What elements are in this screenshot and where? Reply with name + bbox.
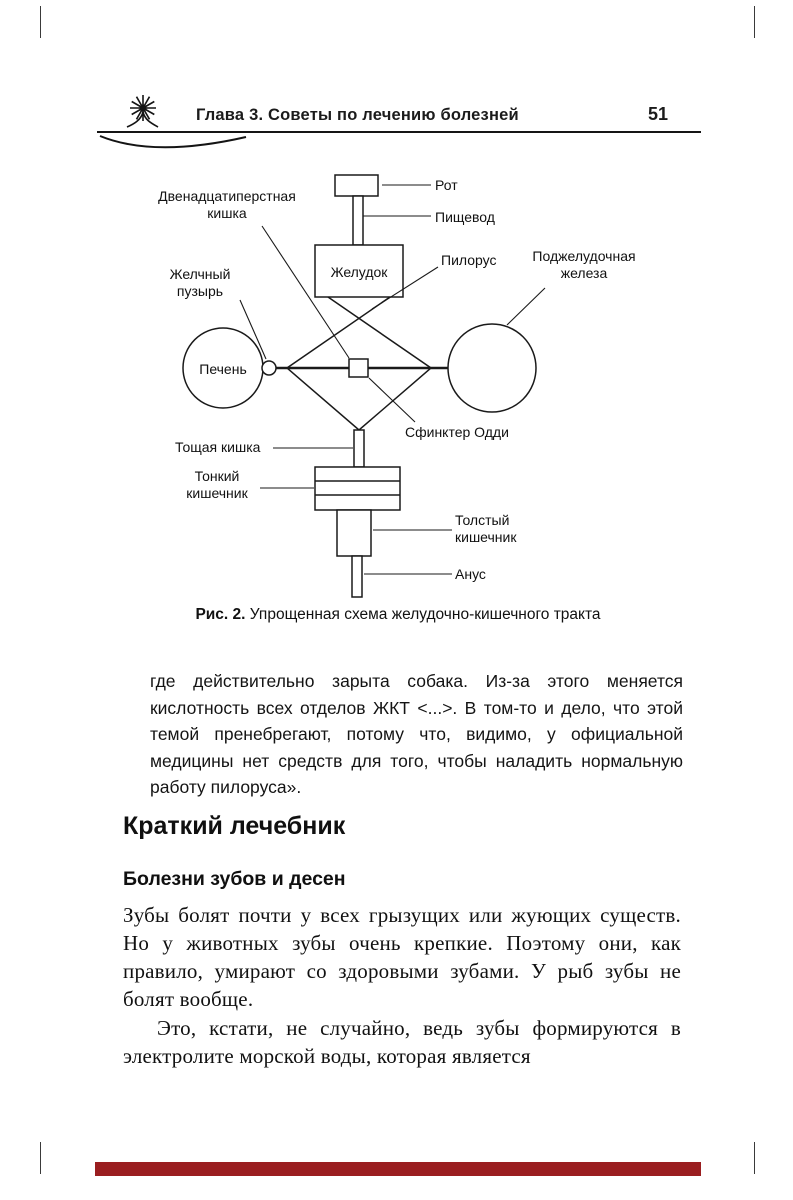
label-stomach: Желудок <box>330 264 388 280</box>
crop-mark-top-left <box>40 6 41 38</box>
chapter-header: Глава 3. Советы по лечению болезней <box>196 106 519 124</box>
body-paragraph-2: Это, кстати, не случайно, ведь зубы формируются в электролите морской воды, которая является <box>123 1016 681 1068</box>
figure-caption <box>95 606 701 624</box>
crop-mark-bottom-left <box>40 1142 41 1174</box>
label-jejunum: Тощая кишка <box>175 439 261 455</box>
small-intestine-shape <box>315 467 400 510</box>
anal-canal-shape <box>352 556 362 597</box>
diagram-shapes <box>95 168 695 600</box>
mouth-shape <box>335 175 378 196</box>
flower-icon <box>120 88 166 134</box>
large-intestine-shape <box>337 510 371 556</box>
label-pylorus: Пилорус <box>441 252 497 268</box>
sphincter-shape <box>349 359 368 377</box>
label-large-intestine: Толстый кишечник <box>455 512 517 545</box>
label-gallbladder: Желчный пузырь <box>169 266 231 299</box>
crop-mark-top-right <box>754 6 755 38</box>
label-duodenum: Двенадцатиперстная кишка <box>158 188 296 221</box>
figure-caption-label: Рис. 2. <box>195 606 246 623</box>
quote-paragraph: где действительно зарыта собака. Из-за этого меняется кислотность всех отделов ЖКТ <...>. В том-то и дело, что этой темой пренебрегают, потому что, видимо, у официальной медицины нет средств для того, чтобы наладить нормальную работу пилоруса». <box>150 671 683 797</box>
subsection-heading: Болезни зубов и десен <box>123 868 346 890</box>
label-liver: Печень <box>199 361 247 377</box>
label-anus: Анус <box>455 566 486 582</box>
figure-caption-text: Упрощенная схема желудочно-кишечного тракта <box>249 606 601 623</box>
jejunum-shape <box>354 430 364 467</box>
label-mouth: Рот <box>435 177 458 193</box>
crop-mark-bottom-right <box>754 1142 755 1174</box>
body-paragraph-1: Зубы болят почти у всех грызущих или жующих существ. Но у животных зубы очень крепкие. Поэтому они, как правило, умирают со здоровыми зубами. У рыб зубы не болят вообще. <box>123 903 681 1011</box>
label-small-intestine: Тонкий кишечник <box>186 468 248 501</box>
gallbladder-shape <box>262 361 276 375</box>
gi-tract-diagram <box>95 168 695 600</box>
header-flourish <box>96 132 256 160</box>
label-pancreas: Поджелудочная железа <box>532 248 636 281</box>
label-esophagus: Пищевод <box>435 209 495 225</box>
esophagus-shape <box>353 196 363 245</box>
pancreas-shape <box>448 324 536 412</box>
label-sphincter-oddi: Сфинктер Одди <box>405 424 509 440</box>
footer-accent-bar <box>95 1162 701 1176</box>
page-number: 51 <box>648 104 669 124</box>
section-heading: Краткий лечебник <box>123 812 346 840</box>
